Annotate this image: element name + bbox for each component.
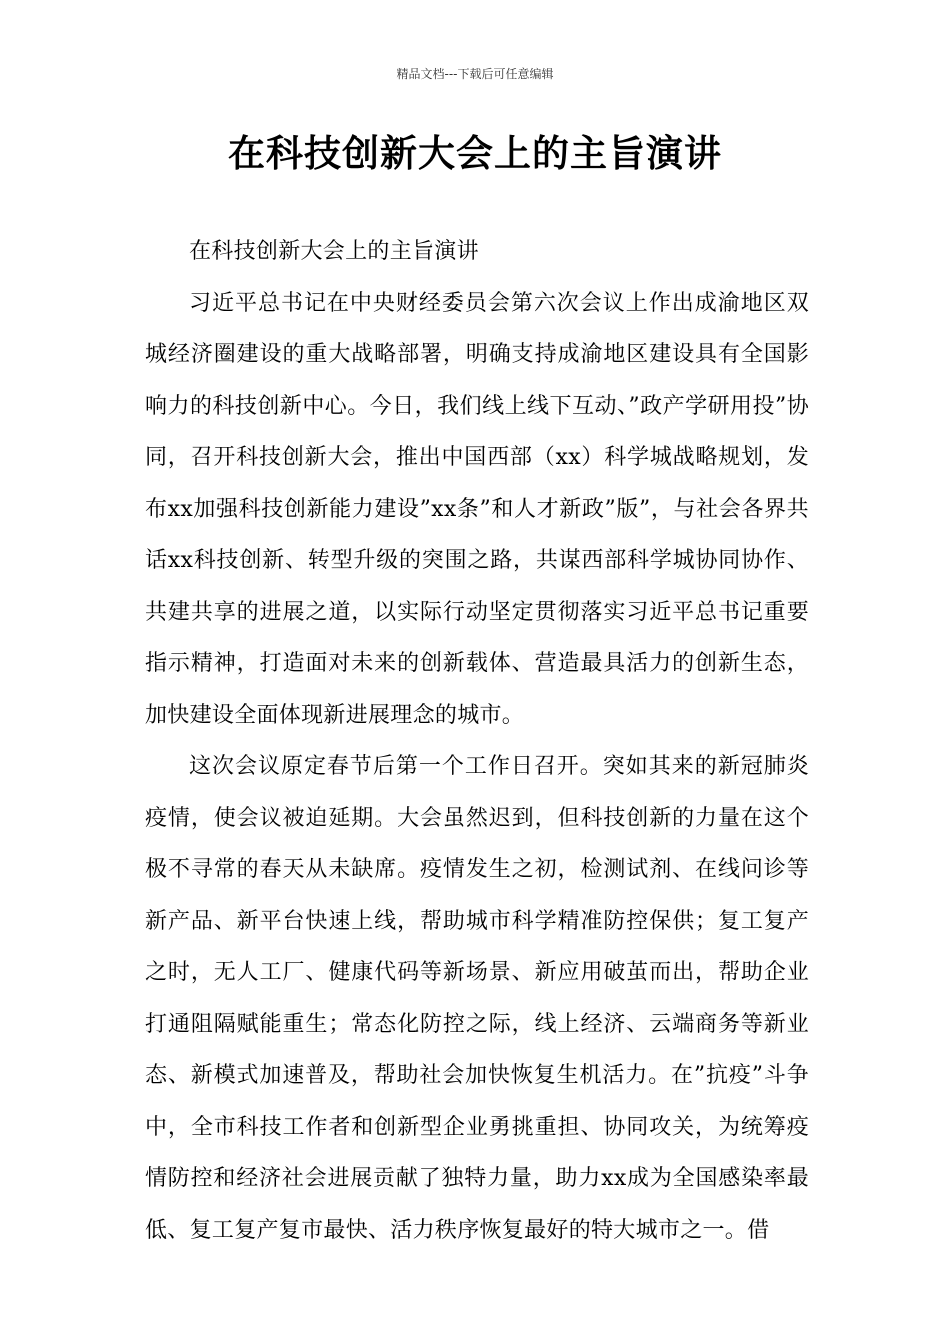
paragraph: 这次会议原定春节后第一个工作日召开。突如其来的新冠肺炎疫情，使会议被迫延期。大会虽然迟到，但科技创新的力量在这个极不寻常的春天从未缺席。疫情发生之初，检测试剂、在线问诊等新产品、新平台快速上线，帮助城市科学精准防控保供；复工复产之时，无人工厂、健康代码等新场景、新应用破茧而出，帮助企业打通阻隔赋能重生；常态化防控之际，线上经济、云端商务等新业态、新模式加速普及，帮助社会加快恢复生机活力。在”抗疫”斗争中，全市科技工作者和创新型企业勇挑重担、协同攻关，为统筹疫情防控和经济社会进展贡献了独特力量，助力xx成为全国感染率最低、复工复产复市最快、活力秩序恢复最好的特大城市之一。借 xyxy=(145,754,809,1243)
document-title: 在科技创新大会上的主旨演讲 xyxy=(228,132,722,175)
paragraph: 习近平总书记在中央财经委员会第六次会议上作出成渝地区双城经济圈建设的重大战略部署，明确支持成渝地区建设具有全国影响力的科技创新中心。今日，我们线上线下互动、”政产学研用投”协同，召开科技创新大会，推出中国西部（xx）科学城战略规划，发布xx加强科技创新能力建设”xx条”和人才新政”版”，与社会各界共话xx科技创新、转型升级的突围之路，共谋西部科学城协同协作、共建共享的进展之道，以实际行动坚定贯彻落实习近平总书记重要指示精神，打造面对未来的创新载体、营造最具活力的创新生态，加快建设全面体现新进展理念的城市。 xyxy=(145,290,809,728)
paragraph-subtitle: 在科技创新大会上的主旨演讲 xyxy=(189,239,479,264)
header-note: 精品文档---下载后可任意编辑 xyxy=(396,67,554,81)
document-body xyxy=(145,226,809,1256)
